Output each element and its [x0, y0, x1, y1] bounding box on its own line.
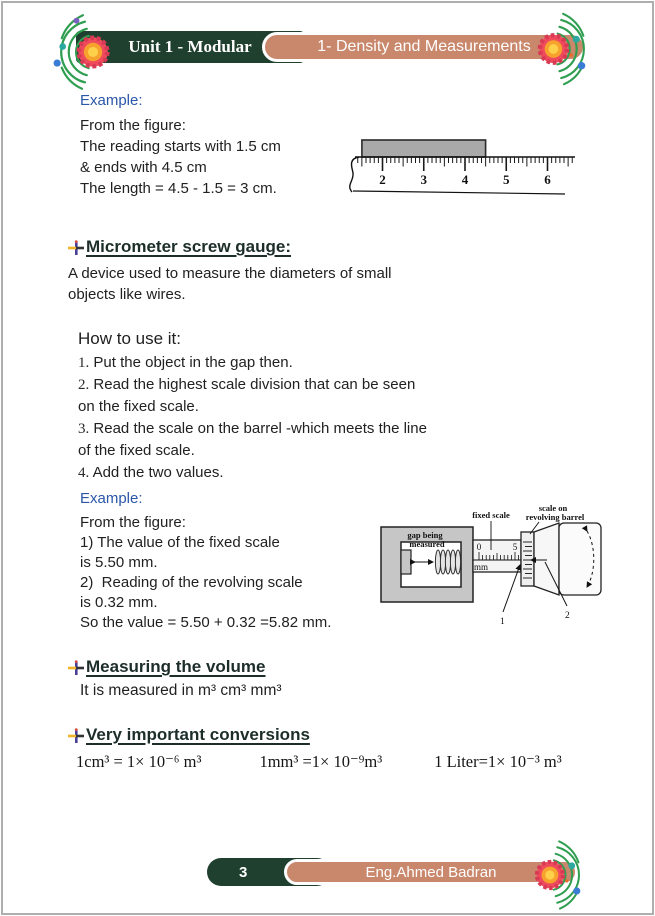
how-to-use-section: [78, 329, 427, 484]
step-line: 3. Read the scale on the barrel -which meets the line: [78, 420, 427, 437]
example2-block: [80, 490, 331, 633]
thimble-barrel: [559, 523, 601, 595]
example1-line: & ends with 4.5 cm: [80, 159, 207, 176]
micrometer-figure: [373, 502, 605, 632]
planet-dot: [568, 862, 575, 869]
sun-icon: [539, 35, 567, 63]
atom-icon: [520, 8, 608, 90]
micrometer-body-line: A device used to measure the diameters of small: [68, 265, 392, 282]
unit-banner-label: Unit 1 - Modular: [128, 37, 252, 56]
planet-dot: [573, 36, 580, 43]
step-line: of the fixed scale.: [78, 442, 195, 459]
atom-icon: [36, 10, 128, 94]
example2-line: 1) The value of the fixed scale: [80, 534, 280, 551]
planet-dot: [569, 53, 573, 57]
atom-icon: [518, 836, 602, 914]
planet-dot: [59, 43, 66, 50]
pointer-1-label: 1: [500, 617, 505, 627]
sparkle-bullet-icon: [68, 660, 84, 676]
example1-line: From the figure:: [80, 117, 186, 134]
micrometer-heading: Micrometer screw gauge:: [86, 237, 292, 256]
sparkle-bullet-icon: [68, 728, 84, 744]
ruler-ticks: [358, 157, 573, 171]
svg-text:4: 4: [461, 172, 469, 187]
step-line: on the fixed scale.: [78, 398, 199, 415]
conversion-item: 1cm³ = 1× 10⁻⁶ m³: [76, 752, 202, 771]
step-line: 4. Add the two values.: [78, 464, 224, 481]
measured-object: [362, 140, 486, 157]
mm-label: mm: [473, 562, 489, 572]
spindle-threads: [435, 550, 460, 574]
pointer-2-label: 2: [565, 611, 570, 621]
lesson-banner-label: 1- Density and Measurements: [317, 38, 531, 55]
sun-icon: [78, 37, 107, 66]
planet-dot: [573, 887, 580, 894]
revolving-scale-label: revolving barrel: [525, 512, 585, 522]
example1-line: The reading starts with 1.5 cm: [80, 138, 281, 155]
conversions-section: [68, 725, 562, 772]
how-to-use-heading: How to use it:: [78, 329, 181, 348]
example1-title: Example:: [80, 92, 143, 109]
volume-section: [68, 657, 282, 700]
example1-line: The length = 4.5 - 1.5 = 3 cm.: [80, 180, 277, 197]
sun-icon: [536, 862, 563, 889]
micrometer-section: [68, 237, 392, 305]
conversion-item: 1mm³ =1× 10⁻⁹m³: [259, 752, 383, 771]
gap-label: gap being: [407, 530, 443, 540]
svg-text:6: 6: [544, 172, 551, 187]
ruler-figure: [343, 131, 583, 203]
planet-dot: [578, 62, 585, 69]
conversion-item: 1 Liter=1× 10⁻³ m³: [434, 752, 562, 771]
step-line: 1. Put the object in the gap then.: [78, 354, 293, 371]
example2-line: is 0.32 mm.: [80, 594, 158, 611]
planet-dot: [565, 879, 568, 882]
anvil: [401, 550, 411, 574]
author-name: Eng.Ahmed Badran: [365, 863, 497, 881]
svg-text:5: 5: [503, 172, 510, 187]
sleeve-five-label: 5: [512, 542, 518, 552]
svg-text:3: 3: [420, 172, 428, 187]
micrometer-body-line: objects like wires.: [68, 286, 186, 303]
volume-heading: Measuring the volume: [86, 657, 266, 676]
thimble-cone: [534, 523, 559, 595]
revolving-scale-label: scale on: [538, 503, 568, 513]
fixed-scale-label: fixed scale: [472, 510, 510, 520]
gap-label: measured: [409, 539, 445, 549]
svg-text:2: 2: [379, 172, 386, 187]
example2-line: 2) Reading of the revolving scale: [80, 574, 303, 591]
step-line: 2. Read the highest scale division that can be seen: [78, 376, 416, 393]
sparkle-bullet-icon: [68, 240, 84, 256]
example2-title: Example:: [80, 490, 143, 507]
planet-dot: [74, 18, 80, 24]
planet-dot: [54, 59, 61, 66]
conversions-heading: Very important conversions: [86, 725, 310, 744]
ruler-numbers: [379, 172, 551, 187]
page-number: 3: [239, 863, 248, 881]
volume-body: It is measured in m³ cm³ mm³: [80, 682, 282, 699]
example2-line: is 5.50 mm.: [80, 554, 158, 571]
example2-line: So the value = 5.50 + 0.32 =5.82 mm.: [80, 614, 332, 631]
sleeve-zero-label: 0: [476, 542, 482, 552]
example1-block: [80, 92, 281, 199]
example2-line: From the figure:: [80, 514, 186, 531]
